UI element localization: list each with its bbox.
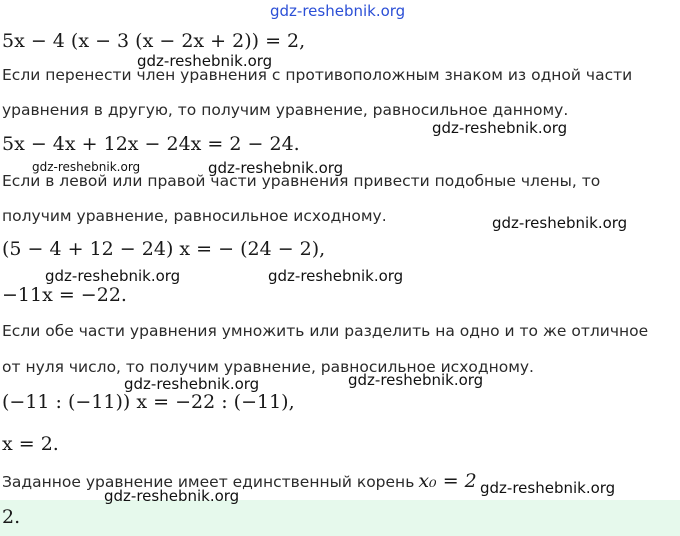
rule-2-line-2: получим уравнение, равносильное исходному. <box>2 207 387 225</box>
watermark-top: gdz-reshebnik.org <box>270 2 406 20</box>
watermark: gdz-reshebnik.org <box>208 159 344 177</box>
watermark: gdz-reshebnik.org <box>492 214 628 232</box>
answer-value: 2. <box>2 506 21 528</box>
conclusion-line <box>2 470 477 492</box>
rule-3-line-1: Если обе части уравнения умножить или разделить на одно и то же отличное <box>2 322 649 340</box>
watermark: gdz-reshebnik.org <box>32 160 141 174</box>
rule-1-line-1: Если перенести член уравнения с противоположным знаком из одной части <box>2 66 633 84</box>
watermark: gdz-reshebnik.org <box>480 479 616 497</box>
conclusion-text: Заданное уравнение имеет единственный корень <box>2 473 415 491</box>
watermark: gdz-reshebnik.org <box>45 267 181 285</box>
watermark: gdz-reshebnik.org <box>124 375 260 393</box>
rule-2-line-1: Если в левой или правой части уравнения привести подобные члены, то <box>2 172 601 190</box>
equation-4: −11x = −22. <box>2 284 127 306</box>
watermark: gdz-reshebnik.org <box>348 371 484 389</box>
equation-1: 5x − 4 (x − 3 (x − 2x + 2)) = 2, <box>2 30 306 52</box>
rule-1-line-2: уравнения в другую, то получим уравнение, равносильное данному. <box>2 101 569 119</box>
equation-2: 5x − 4x + 12x − 24x = 2 − 24. <box>2 133 300 155</box>
watermark: gdz-reshebnik.org <box>268 267 404 285</box>
conclusion-root: x₀ = 2 <box>418 470 477 492</box>
equation-3: (5 − 4 + 12 − 24) x = − (24 − 2), <box>2 238 326 260</box>
equation-5: (−11 : (−11)) x = −22 : (−11), <box>2 391 295 413</box>
watermark: gdz-reshebnik.org <box>104 487 240 505</box>
equation-6: x = 2. <box>2 433 59 455</box>
answer-highlight-band <box>0 500 680 536</box>
watermark: gdz-reshebnik.org <box>432 119 568 137</box>
watermark: gdz-reshebnik.org <box>137 52 273 70</box>
rule-3-line-2: от нуля число, то получим уравнение, равносильное исходному. <box>2 358 534 376</box>
